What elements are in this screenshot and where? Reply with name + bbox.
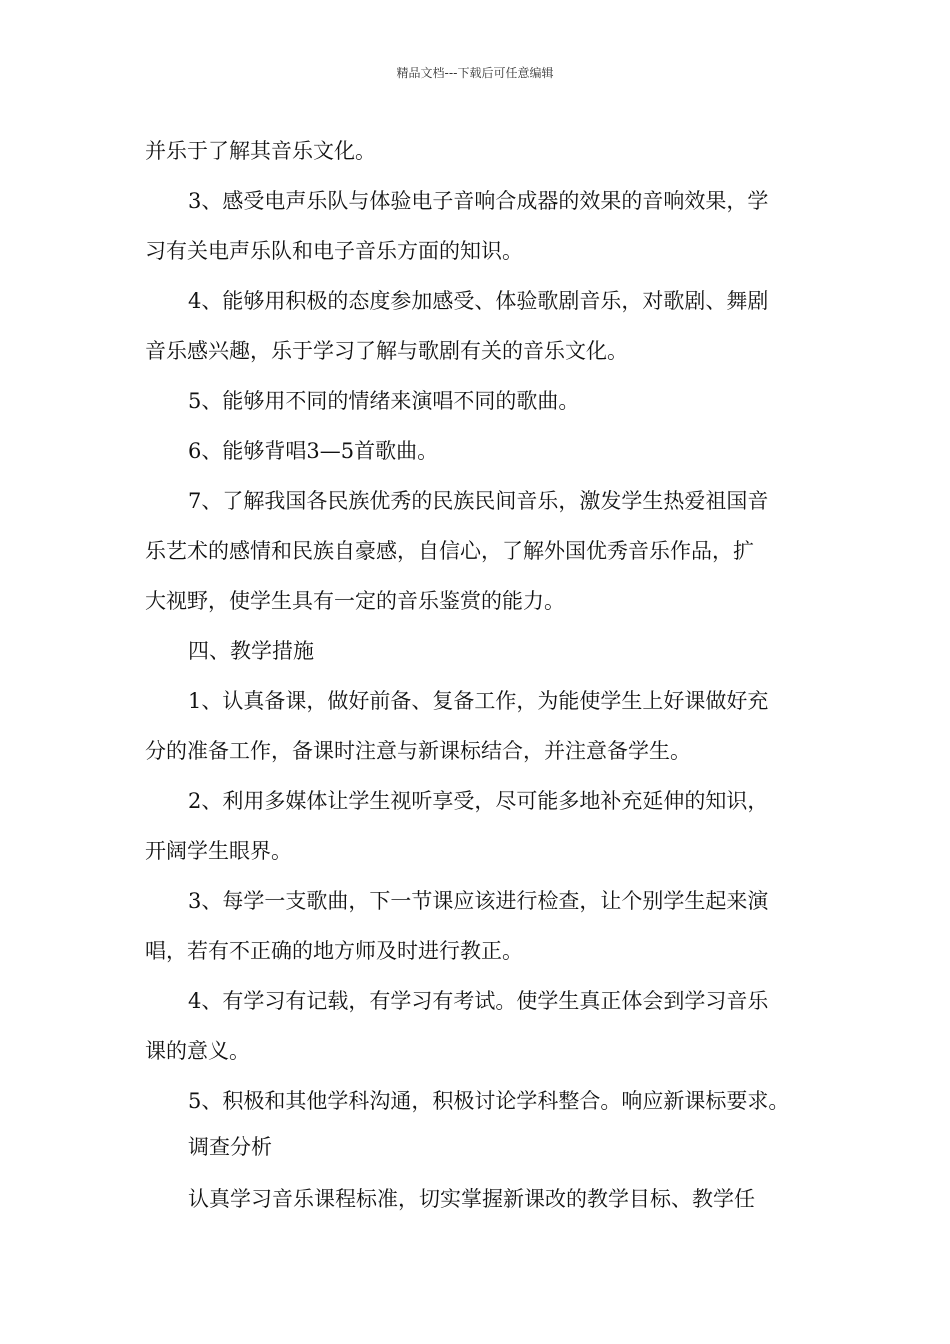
text-line: 5、积极和其他学科沟通，积极讨论学科整合。响应新课标要求。 (188, 1089, 790, 1113)
text-line: 习有关电声乐队和电子音乐方面的知识。 (145, 239, 523, 263)
text-line: 并乐于了解其音乐文化。 (145, 139, 376, 163)
text-line: 5、能够用不同的情绪来演唱不同的歌曲。 (188, 389, 580, 413)
text-line: 7、了解我国各民族优秀的民族民间音乐，激发学生热爱祖国音 (188, 489, 769, 513)
text-line: 唱，若有不正确的地方师及时进行教正。 (145, 939, 523, 963)
text-line: 1、认真备课，做好前备、复备工作，为能使学生上好课做好充 (188, 689, 769, 713)
text-line: 音乐感兴趣，乐于学习了解与歌剧有关的音乐文化。 (145, 339, 628, 363)
text-line: 4、能够用积极的态度参加感受、体验歌剧音乐，对歌剧、舞剧 (188, 289, 769, 313)
text-line: 3、感受电声乐队与体验电子音响合成器的效果的音响效果，学 (188, 189, 769, 213)
text-line: 2、利用多媒体让学生视听享受，尽可能多地补充延伸的知识， (188, 789, 769, 813)
section-heading: 调查分析 (188, 1135, 272, 1159)
text-line: 大视野，使学生具有一定的音乐鉴赏的能力。 (145, 589, 565, 613)
text-line: 分的准备工作，备课时注意与新课标结合，并注意备学生。 (145, 739, 691, 763)
text-line: 6、能够背唱3—5首歌曲。 (188, 439, 439, 463)
text-line: 认真学习音乐课程标准，切实掌握新课改的教学目标、教学任 (188, 1187, 755, 1211)
page-header: 精品文档---下载后可任意编辑 (396, 66, 554, 80)
text-line: 3、每学一支歌曲，下一节课应该进行检查，让个别学生起来演 (188, 889, 769, 913)
section-heading: 四、教学措施 (188, 639, 314, 663)
text-line: 课的意义。 (145, 1039, 250, 1063)
text-line: 4、有学习有记载，有学习有考试。使学生真正体会到学习音乐 (188, 989, 769, 1013)
text-line: 开阔学生眼界。 (145, 839, 292, 863)
text-line: 乐艺术的感情和民族自豪感，自信心，了解外国优秀音乐作品，扩 (145, 539, 754, 563)
